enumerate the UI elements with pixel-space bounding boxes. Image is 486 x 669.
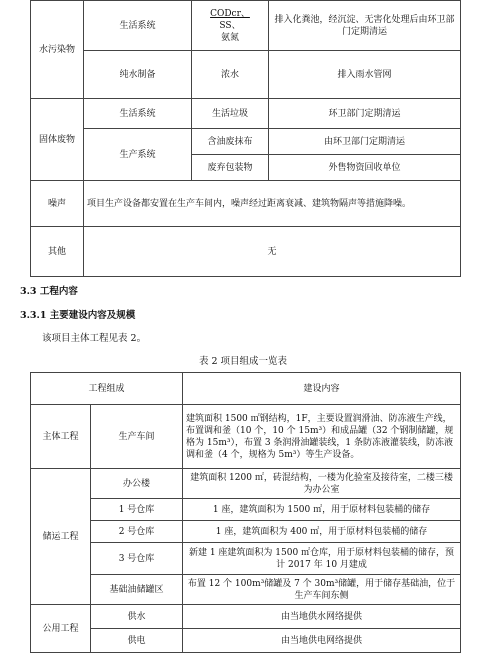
solid-measure-package: 外售物资回收单位 <box>269 155 461 181</box>
public-project-category: 公用工程 <box>31 605 91 653</box>
storage-content-office: 建筑面积 1200 ㎡，砖混结构，一楼为化验室及接待室，二楼三楼为办公室 <box>183 469 461 499</box>
storage-content-warehouse-2: 1 座，建筑面积为 400 ㎡，用于原材料包装桶的储存 <box>183 521 461 543</box>
pollution-measures-table <box>30 0 461 277</box>
storage-content-tank-area: 布置 12 个 100m³储罐及 7 个 30m³储罐，用于储存基础油，位于生产车间东侧 <box>183 575 461 605</box>
storage-name-warehouse-1: 1 号仓库 <box>91 499 183 521</box>
main-project-category: 主体工程 <box>31 405 91 469</box>
main-project-content: 建筑面积 1500 ㎡钢结构，1F，主要设置润滑油、防冻液生产线，布置调和釜（10 个，10 个 15m³）和成品罐（32 个钢制储罐，规格为 15m³），布置 3 条润滑油罐装线，1 条防冻液灌装线，防冻液调和釜（4 个，规格为 5m³）等生产设备。 <box>183 405 461 469</box>
table-caption: 表 2 项目组成一览表 <box>198 356 288 367</box>
storage-name-warehouse-3: 3 号仓库 <box>91 543 183 575</box>
solid-source-life: 生活系统 <box>84 99 192 129</box>
solid-pollutant-package: 废弃包装物 <box>192 155 269 181</box>
water-measure-life: 排入化粪池，经沉淀、无害化处理后由环卫部门定期清运 <box>269 1 461 51</box>
solid-waste-category: 固体废物 <box>31 99 84 181</box>
public-content-power: 由当地供电网络提供 <box>183 629 461 653</box>
section-heading-3-3: 3.3 工程内容 <box>20 286 78 297</box>
public-name-water: 供水 <box>91 605 183 629</box>
public-name-power: 供电 <box>91 629 183 653</box>
project-composition-table <box>30 372 461 653</box>
noise-measure: 项目生产设备都安置在生产车间内，噪声经过距离衰减、建筑物隔声等措施降噪。 <box>84 181 461 227</box>
pollutant-line: CODcr、 <box>210 8 250 19</box>
intro-paragraph: 该项目主体工程见表 2。 <box>42 333 147 344</box>
water-pollutant-life <box>192 1 269 51</box>
storage-content-warehouse-1: 1 座，建筑面积为 1500 ㎡，用于原材料包装桶的储存 <box>183 499 461 521</box>
water-pollutant-category: 水污染物 <box>31 1 84 99</box>
water-source-life: 生活系统 <box>84 1 192 51</box>
header-composition: 工程组成 <box>31 373 183 405</box>
header-content: 建设内容 <box>183 373 461 405</box>
other-measure: 无 <box>84 227 461 277</box>
solid-source-production: 生产系统 <box>84 129 192 181</box>
water-pollutant-pure: 浓水 <box>192 51 269 99</box>
storage-name-office: 办公楼 <box>91 469 183 499</box>
water-source-pure: 纯水制备 <box>84 51 192 99</box>
storage-content-warehouse-3: 新建 1 座建筑面积为 1500 ㎡仓库，用于原材料包装桶的储存，预计 2017 年 10 月建成 <box>183 543 461 575</box>
noise-category: 噪声 <box>31 181 84 227</box>
storage-name-tank-area: 基础油储罐区 <box>91 575 183 605</box>
section-heading-3-3-1: 3.3.1 主要建设内容及规模 <box>20 310 136 321</box>
pollutant-line: SS、 <box>219 20 241 31</box>
solid-measure-rag: 由环卫部门定期清运 <box>269 129 461 155</box>
solid-pollutant-life: 生活垃圾 <box>192 99 269 129</box>
storage-name-warehouse-2: 2 号仓库 <box>91 521 183 543</box>
water-measure-pure: 排入雨水管网 <box>269 51 461 99</box>
pollutant-line: 氨氮 <box>220 32 239 43</box>
public-content-water: 由当地供水网络提供 <box>183 605 461 629</box>
other-category: 其他 <box>31 227 84 277</box>
storage-project-category: 储运工程 <box>31 469 91 605</box>
solid-pollutant-rag: 含油废抹布 <box>192 129 269 155</box>
main-project-name: 生产车间 <box>91 405 183 469</box>
solid-measure-life: 环卫部门定期清运 <box>269 99 461 129</box>
